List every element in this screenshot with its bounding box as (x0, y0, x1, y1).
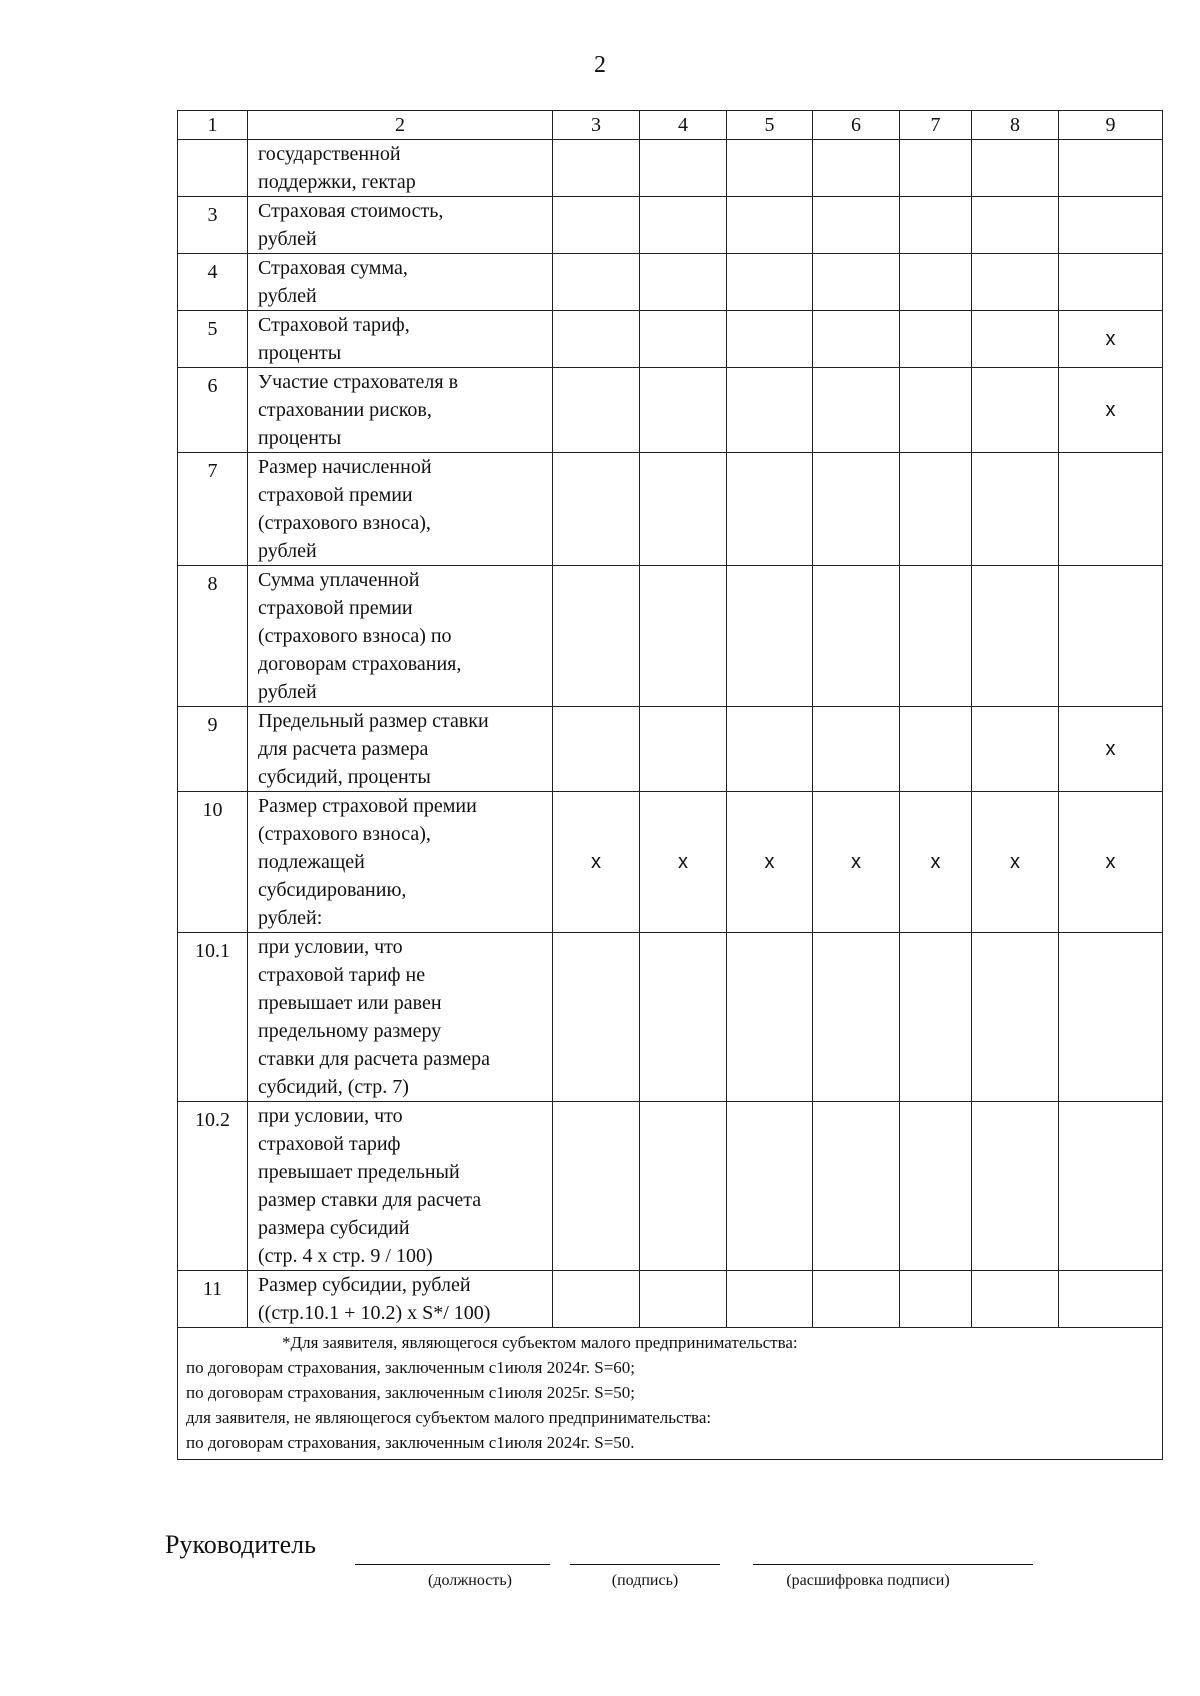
row-label-line: поддержки, гектар (258, 171, 416, 193)
position-line (355, 1564, 550, 1565)
cross-mark-cell: x (727, 792, 813, 933)
row-label-line: государственной (258, 143, 401, 165)
empty-cell (1059, 197, 1163, 254)
empty-cell (727, 933, 813, 1102)
header-cell: 3 (553, 111, 640, 140)
row-label-line: (страхового взноса) по (258, 625, 452, 647)
row-number: 4 (178, 254, 248, 311)
row-label-line: проценты (258, 342, 342, 364)
cross-mark-cell: x (553, 792, 640, 933)
empty-cell (1059, 254, 1163, 311)
footnote-line: по договорам страхования, заключенным с1июля 2024г. S=60; (186, 1358, 636, 1377)
empty-cell (900, 254, 972, 311)
empty-cell (553, 140, 640, 197)
table-row (178, 566, 1163, 707)
row-label-line: Страховая стоимость, (258, 200, 444, 222)
empty-cell (727, 254, 813, 311)
row-number: 8 (178, 566, 248, 707)
signature-block (165, 1522, 1065, 1602)
empty-cell (1059, 1271, 1163, 1328)
table-row (178, 368, 1163, 453)
row-label-line: предельному размеру (258, 1020, 442, 1042)
empty-cell (972, 311, 1059, 368)
empty-cell (972, 140, 1059, 197)
row-label-line: рублей (258, 228, 317, 250)
row-label-line: субсидированию, (258, 879, 407, 901)
row-label (248, 707, 553, 792)
empty-cell (640, 566, 727, 707)
empty-cell (813, 197, 900, 254)
empty-cell (553, 707, 640, 792)
row-label (248, 933, 553, 1102)
empty-cell (900, 566, 972, 707)
row-label-line: при условии, что (258, 936, 403, 958)
empty-cell (900, 707, 972, 792)
row-number: 10 (178, 792, 248, 933)
row-label-line: рублей (258, 540, 317, 562)
row-label-line: превышает или равен (258, 992, 442, 1014)
row-label-line: Страховой тариф, (258, 314, 410, 336)
empty-cell (813, 254, 900, 311)
row-label-line: (страхового взноса), (258, 823, 431, 845)
empty-cell (813, 311, 900, 368)
empty-cell (1059, 566, 1163, 707)
empty-cell (813, 140, 900, 197)
row-label-line: проценты (258, 427, 342, 449)
table-row (178, 453, 1163, 566)
row-label-line: страховой тариф не (258, 964, 426, 986)
table-row (178, 1102, 1163, 1271)
table-row (178, 197, 1163, 254)
table-row (178, 792, 1163, 933)
empty-cell (640, 197, 727, 254)
empty-cell (727, 1102, 813, 1271)
row-number: 5 (178, 311, 248, 368)
decoding-caption: (расшифровка подписи) (786, 1572, 950, 1589)
empty-cell (972, 1102, 1059, 1271)
empty-cell (900, 368, 972, 453)
row-label-line: Размер начисленной (258, 456, 432, 478)
row-label-line: ставки для расчета размера (258, 1048, 491, 1070)
row-label (248, 1271, 553, 1328)
empty-cell (1059, 933, 1163, 1102)
row-label (248, 1102, 553, 1271)
table-row (178, 1271, 1163, 1328)
empty-cell (813, 368, 900, 453)
cross-mark-cell: x (1059, 311, 1163, 368)
row-label-line: рублей: (258, 907, 323, 929)
cross-mark-cell: x (640, 792, 727, 933)
footnote (178, 1328, 1163, 1460)
footnote-line: по договорам страхования, заключенным с1июля 2025г. S=50; (186, 1383, 636, 1402)
table-row (178, 140, 1163, 197)
empty-cell (727, 140, 813, 197)
empty-cell (900, 1102, 972, 1271)
row-label-line: рублей (258, 681, 317, 703)
empty-cell (640, 453, 727, 566)
empty-cell (727, 368, 813, 453)
table-row (178, 933, 1163, 1102)
row-label-line: Сумма уплаченной (258, 569, 420, 591)
row-label (248, 140, 553, 197)
row-label-line: подлежащей (258, 851, 365, 873)
header-cell: 1 (178, 111, 248, 140)
table-row (178, 707, 1163, 792)
empty-cell (813, 453, 900, 566)
empty-cell (553, 368, 640, 453)
cross-mark-cell: x (1059, 792, 1163, 933)
empty-cell (813, 707, 900, 792)
row-label-line: Страховая сумма, (258, 257, 408, 279)
row-label-line: при условии, что (258, 1105, 403, 1127)
row-label-line: Размер страховой премии (258, 795, 477, 817)
row-label (248, 311, 553, 368)
row-label-line: страховой премии (258, 484, 413, 506)
cross-mark-cell: x (900, 792, 972, 933)
row-label-line: размер ставки для расчета (258, 1189, 482, 1211)
empty-cell (727, 566, 813, 707)
row-label-line: ((стр.10.1 + 10.2) х S*/ 100) (258, 1302, 491, 1324)
row-label-line: страховой премии (258, 597, 413, 619)
empty-cell (900, 197, 972, 254)
row-number: 3 (178, 197, 248, 254)
header-cell: 9 (1059, 111, 1163, 140)
footnote-line: *Для заявителя, являющегося субъектом малого предпринимательства: (282, 1333, 798, 1352)
empty-cell (553, 197, 640, 254)
empty-cell (813, 1102, 900, 1271)
footnote-line: по договорам страхования, заключенным с1июля 2024г. S=50. (186, 1433, 635, 1452)
empty-cell (972, 453, 1059, 566)
table-row (178, 311, 1163, 368)
empty-cell (553, 453, 640, 566)
empty-cell (640, 707, 727, 792)
row-label (248, 792, 553, 933)
cross-mark-cell: x (1059, 707, 1163, 792)
row-label-line: субсидий, (стр. 7) (258, 1076, 409, 1098)
empty-cell (972, 368, 1059, 453)
empty-cell (972, 707, 1059, 792)
decoding-line (753, 1564, 1033, 1565)
row-label (248, 197, 553, 254)
table-body (178, 111, 1163, 1460)
empty-cell (813, 1271, 900, 1328)
note-row (178, 1328, 1163, 1460)
cross-mark-cell: x (1059, 368, 1163, 453)
position-caption: (должность) (428, 1572, 512, 1589)
row-label (248, 254, 553, 311)
row-number: 9 (178, 707, 248, 792)
empty-cell (553, 933, 640, 1102)
empty-cell (727, 197, 813, 254)
empty-cell (553, 311, 640, 368)
row-label-line: размера субсидий (258, 1217, 410, 1239)
row-label-line: Размер субсидии, рублей (258, 1274, 471, 1296)
signature-label: Руководитель (165, 1530, 316, 1559)
empty-cell (553, 1271, 640, 1328)
row-number: 7 (178, 453, 248, 566)
header-cell: 2 (248, 111, 553, 140)
empty-cell (640, 254, 727, 311)
cross-mark-cell: x (813, 792, 900, 933)
table-header-row (178, 111, 1163, 140)
row-number: 11 (178, 1271, 248, 1328)
empty-cell (727, 1271, 813, 1328)
empty-cell (1059, 453, 1163, 566)
header-cell: 8 (972, 111, 1059, 140)
row-number: 10.2 (178, 1102, 248, 1271)
cross-mark-cell: x (972, 792, 1059, 933)
row-label (248, 368, 553, 453)
empty-cell (900, 140, 972, 197)
empty-cell (727, 453, 813, 566)
header-cell: 6 (813, 111, 900, 140)
row-label-line: рублей (258, 285, 317, 307)
empty-cell (553, 566, 640, 707)
empty-cell (727, 707, 813, 792)
empty-cell (900, 1271, 972, 1328)
row-label-line: (стр. 4 х стр. 9 / 100) (258, 1245, 433, 1267)
empty-cell (553, 1102, 640, 1271)
row-label-line: страховании рисков, (258, 399, 432, 421)
row-label-line: (страхового взноса), (258, 512, 431, 534)
empty-cell (640, 368, 727, 453)
footnote-line: для заявителя, не являющегося субъектом малого предпринимательства: (186, 1408, 712, 1427)
empty-cell (640, 311, 727, 368)
data-table (177, 110, 1163, 1460)
table-row (178, 254, 1163, 311)
empty-cell (972, 254, 1059, 311)
empty-cell (813, 933, 900, 1102)
row-label (248, 566, 553, 707)
row-number: 6 (178, 368, 248, 453)
row-label-line: Участие страхователя в (258, 371, 459, 393)
row-label-line: страховой тариф (258, 1133, 401, 1155)
empty-cell (972, 1271, 1059, 1328)
empty-cell (640, 1102, 727, 1271)
row-label-line: превышает предельный (258, 1161, 460, 1183)
empty-cell (640, 140, 727, 197)
empty-cell (640, 933, 727, 1102)
empty-cell (972, 197, 1059, 254)
header-cell: 5 (727, 111, 813, 140)
row-label (248, 453, 553, 566)
empty-cell (553, 254, 640, 311)
empty-cell (813, 566, 900, 707)
empty-cell (727, 311, 813, 368)
empty-cell (900, 933, 972, 1102)
row-label-line: субсидий, проценты (258, 766, 431, 788)
empty-cell (1059, 140, 1163, 197)
empty-cell (972, 933, 1059, 1102)
header-cell: 7 (900, 111, 972, 140)
empty-cell (900, 311, 972, 368)
empty-cell (640, 1271, 727, 1328)
page-number: 2 (594, 52, 606, 78)
row-number: 10.1 (178, 933, 248, 1102)
signature-caption: (подпись) (611, 1572, 679, 1589)
signature-line (570, 1564, 720, 1565)
row-label-line: для расчета размера (258, 738, 429, 760)
empty-cell (1059, 1102, 1163, 1271)
row-number (178, 140, 248, 197)
row-label-line: договорам страхования, (258, 653, 462, 675)
empty-cell (972, 566, 1059, 707)
row-label-line: Предельный размер ставки (258, 710, 489, 732)
empty-cell (900, 453, 972, 566)
header-cell: 4 (640, 111, 727, 140)
